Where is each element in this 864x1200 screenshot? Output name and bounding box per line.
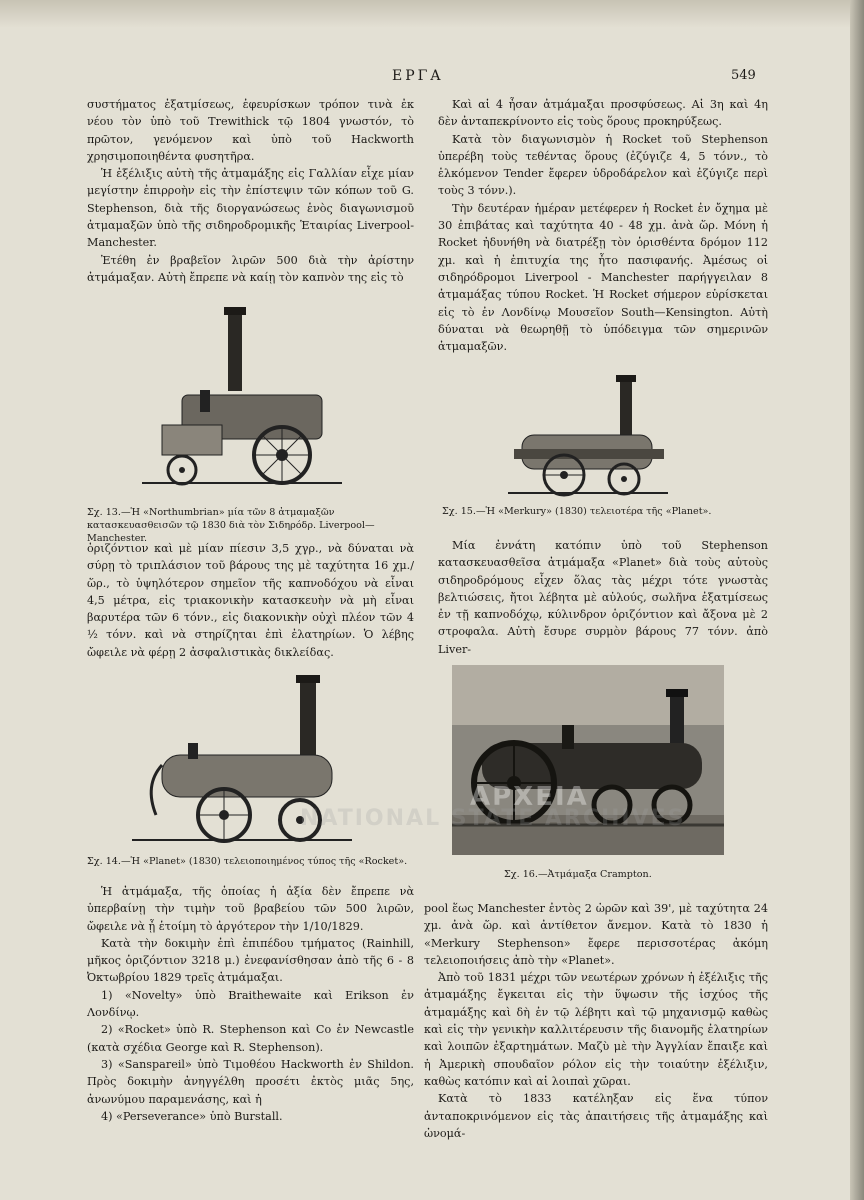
- archive-watermark: ΑΡΧΕΙΑ: [470, 782, 589, 812]
- left-column-bottom: [87, 883, 414, 1125]
- right-column-bottom: [424, 900, 768, 1142]
- paragraph: Κατὰ τὴν δοκιμὴν ἐπὶ ἐπιπέδου τμήματος (Rainhill, μῆκος ὁριζόντιον 3218 μ.) ἐνεφανίσθησαν ἀπὸ τῆς 6 - 8 Ὀκτωβρίου 1829 τρεῖς ἀτμάμαξαι.: [87, 936, 414, 985]
- page-top-shadow: [0, 0, 864, 28]
- paragraph: Ἀπὸ τοῦ 1831 μέχρι τῶν νεωτέρων χρόνων ἡ ἐξέλιξις τῆς ἀτμαμάξης ἔγκειται εἰς τὴν ὕψωσιν τῆς ἰσχύος τῆς ἀτμαμάξης καὶ δὴ ἐν τῷ λέβητι καὶ τῷ μηχανισμῷ καθὼς καὶ εἰς τὴν γενικὴν καλλιτέρευσιν τῆς διανομῆς ἐλατηρίων καὶ λοιπῶν ἐξαρτημάτων. Μαζὺ μὲ τὴν Ἀγγλίαν ἔπαιξε καὶ ἡ Ἀμερικὴ σπουδαῖον ρόλον εἰς τὴν τοιαύτην ἐξέλιξιν, καθὼς κατόπιν καὶ αἱ λοιπαὶ χῶραι.: [424, 971, 768, 1088]
- running-header-title: ΕΡΓΑ: [392, 68, 444, 84]
- paragraph: Ἐτέθη ἐν βραβεῖον λιρῶν 500 διὰ τὴν ἀρίστην ἀτμάμαξαν. Αὐτὴ ἔπρεπε νὰ καίῃ τὸν καπνὸν της εἰς τὸ: [87, 253, 414, 284]
- list-item: 3) «Sanspareil» ὑπὸ Τιμοθέου Hackworth ἐν Shildon. Πρὸς δοκιμὴν ἀνηγγέλθη προσέτι ἐκτὸς μιᾶς 5ης, ἀνωνύμου παραμενάσης, καὶ ἡ: [87, 1057, 414, 1106]
- figure-15-caption: Σχ. 15.—Ἡ «Merkury» (1830) τελειοτέρα τῆς «Planet».: [442, 506, 712, 517]
- page-right-edge: [850, 0, 864, 1200]
- locomotive-merkury-illustration: [508, 375, 668, 500]
- list-item: 1) «Novelty» ὑπὸ Braithewaite καὶ Erikson ἐν Λονδίνῳ.: [87, 988, 414, 1020]
- right-column-middle: [438, 537, 768, 658]
- page-number: 549: [731, 68, 756, 83]
- paragraph: Ἡ ἐξέλιξις αὐτὴ τῆς ἀτμαμάξης εἰς Γαλλίαν εἶχε μίαν μεγίστην ἐπιρροὴν εἰς τὴν ἐπίστεψιν τῶν κόπων τοῦ G. Stephenson, διὰ τῆς διοργανώσεως ἑνὸς διαγωνισμοῦ ἀτμαμαξῶν ὑπὸ τῆς σιδηροδρομικῆς Ἑταιρίας Liverpool-Manchester.: [87, 167, 414, 250]
- right-column-top: [438, 96, 768, 355]
- paragraph: Τὴν δευτέραν ἡμέραν μετέφερεν ἡ Rocket ἐν ὄχημα μὲ 30 ἐπιβάτας καὶ ταχύτητα 40 - 48 χμ. ἀνὰ ὥρ. Μόνη ἡ Rocket ἠδυνήθη νὰ διατρέξῃ τὸν ὁρισθέντα δρόμον 112 χμ. καὶ ἡ ἐπιτυχία της ἦτο πασιφανής. Ἀμέσως οἱ σιδηρόδρομοι Liverpool - Manchester παρήγγειλαν 8 ἀτμαμάξας τύπου Rocket. Ἡ Rocket σήμερον εὑρίσκεται εἰς τὸ ἐν Λονδίνῳ Μουσεῖον South—Kensington. Αὐτὴ δύναται νὰ θεωρηθῇ τὸ ὑπόδειγμα τῶν σημερινῶν ἀτμαμαξῶν.: [438, 201, 768, 354]
- left-column-middle: [87, 540, 414, 661]
- figure-13-caption: Σχ. 13.—Ἡ «Northumbrian» μία τῶν 8 ἀτμαμαξῶν κατασκευασθεισῶν τῷ 1830 διὰ τὸν Σιδηρόδρ. Liverpool—Manchester.: [87, 507, 375, 544]
- paragraph: Κατὰ τὸ 1833 κατέληξαν εἰς ἕνα τύπον ἀνταποκρινόμενον εἰς τὰς ἀπαιτήσεις τῆς ἀτμαμάξης καὶ ὠνομά-: [424, 1092, 768, 1140]
- paragraph: συστήματος ἐξατμίσεως, ἐφευρίσκων τρόπον τινὰ ἐκ νέου τὸν ὑπὸ τοῦ Trewithick τῷ 1804 γνωστόν, τὸ πρῶτον, γενόμενον καὶ ὑπὸ τοῦ Hackworth χρησιμοποιηθέντα φυσητῆρα.: [87, 98, 414, 163]
- paragraph: pool ἕως Manchester ἐντὸς 2 ὡρῶν καὶ 39', μὲ ταχύτητα 24 χμ. ἀνὰ ὥρ. καὶ ἀντίθετον ἄνεμον. Κατὰ τὸ 1830 ἡ «Merkury Stephenson» ἔφερε περισσοτέρας ἀκόμη τελειοποιήσεις ἀπὸ τὴν «Planet».: [424, 902, 768, 967]
- figure-14-caption: Σχ. 14.—Ἡ «Planet» (1830) τελειοποιημένος τύπος τῆς «Rocket».: [87, 856, 408, 867]
- paragraph: Ἡ ἀτμάμαξα, τῆς ὁποίας ἡ ἀξία δὲν ἔπρεπε νὰ ὑπερβαίνῃ τὴν τιμὴν τοῦ βραβείου τῶν 500 λιρῶν, ὤφειλε νὰ ᾖ ἑτοίμη τὸ ἀργότερον τὴν 1/10/1829.: [87, 885, 414, 933]
- locomotive-northumbrian-illustration: [142, 305, 342, 500]
- paragraph: Μία ἐννάτη κατόπιν ὑπὸ τοῦ Stephenson κατασκευασθεῖσα ἀτμάμαξα «Planet» διὰ τοὺς αὐτοὺς σιδηροδρόμους εἶχεν ὅλας τὰς μέχρι τότε γνωστὰς βελτιώσεις, ἤτοι λέβητα μὲ αὐλούς, σωλῆνα ἐξατμίσεως ἐν τῇ καπνοδόχῳ, κύλινδρον ὁριζόντιον καὶ ἄξονα μὲ 2 στροφαλα. Αὐτὴ ἔσυρε συρμὸν βάρους 77 τόνν. ἀπὸ Liver-: [438, 539, 768, 656]
- paragraph: Κατὰ τὸν διαγωνισμὸν ἡ Rocket τοῦ Stephenson ὑπερέβη τοὺς τεθέντας ὅρους (ἐζύγιζε 4, 5 τόνν., τὸ ἑλκόμενον Tender ἔφερεν ὑδροδάρελον καὶ ἐζύγιζε περὶ τοὺς 3 τόνν.).: [438, 132, 768, 198]
- figure-16-caption: Σχ. 16.—Ἀτμάμαξα Crampton.: [504, 869, 652, 880]
- archive-watermark-subtitle: NATIONAL STATE ARCHIVES: [300, 806, 686, 831]
- paragraph: Καὶ αἱ 4 ἦσαν ἀτμάμαξαι προσφύσεως. Αἱ 3η καὶ 4η δὲν ἀνταπεκρίνοντο εἰς τοὺς ὅρους προκηρύξεως.: [438, 98, 768, 129]
- list-item: 2) «Rocket» ὑπὸ R. Stephenson καὶ Co ἐν Newcastle (κατὰ σχέδια George καὶ R. Stephenson).: [87, 1023, 414, 1054]
- list-item: 4) «Perseverance» ὑπὸ Burstall.: [101, 1109, 283, 1123]
- paragraph: ὁριζόντιον καὶ μὲ μίαν πίεσιν 3,5 χγρ., νὰ δύναται νὰ σύρῃ τὸ τριπλάσιον τοῦ βάρους της μὲ ταχύτητα 16 χμ./ὥρ., τὸ ὑψηλότερον σημεῖον τῆς καπνοδόχου νὰ εἶναι 4,5 μέτρα, εἰς τριακονικὴν κατασκευὴν νὰ μὴ εἶναι βαρυτέρα τῶν 6 τόνν., εἰς διακονικὴν οὐχὶ πλέον τῶν 4 ½ τόνν. καὶ νὰ στηρίζηται ἐπὶ ἐλατηρίων. Ὁ λέβης ὤφειλε νὰ φέρῃ 2 ἀσφαλιστικὰς δικλείδας.: [87, 542, 414, 659]
- left-column-top: [87, 96, 414, 286]
